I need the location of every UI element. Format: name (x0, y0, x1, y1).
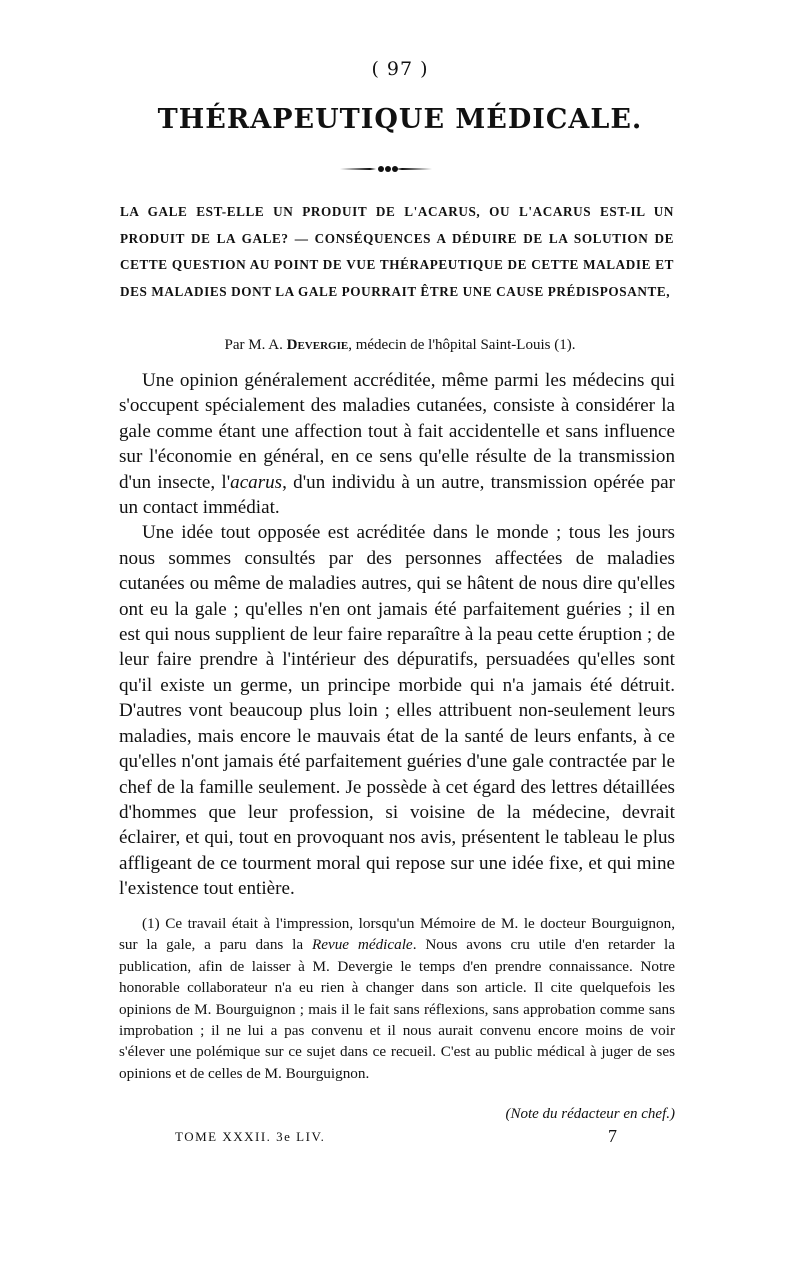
byline-author: Devergie (286, 337, 349, 353)
ornament-divider-icon (340, 165, 432, 173)
paragraph-1 (119, 368, 675, 520)
article-body (119, 368, 675, 902)
byline (0, 337, 800, 354)
paragraph-1-italic: acarus (230, 471, 283, 493)
paragraph-1-text-a: Une opinion généralement accréditée, même parmi les médecins qui s'occupent spécialement des maladies cutanées, consiste à considérer la gale comme étant une affection tout à fait accidentelle et sans influence sur l'économie en général, en ce sens qu'elle résulte de la transmission d'un insecte, l' (119, 370, 675, 493)
footnote-italic: Revue médicale (311, 936, 413, 954)
footnote-signature: (Note du rédacteur en chef.) (505, 1106, 675, 1122)
footnote-text-b: . Nous avons cru utile d'en retarder la publication, afin de laisser à M. Devergie le temps d'en prendre connaissance. Notre honorable collaborateur n'a eu rien à changer dans son article. Il cite quelquefois les opinions de M. Bourguignon ; mais il le fait sans réflexions, sans approbation comme sans improbation ; il ne lui a pas convenu et il nous aurait convenu encore moins de voir s'élever une polémique sur ce sujet dans ce recueil. C'est au public médical à juger de ses opinions et de celles de M. Bourguignon. (119, 936, 675, 1082)
byline-suffix: , médecin de l'hôpital Saint-Louis (1). (348, 337, 576, 353)
footnote-text-a: (1) Ce travail était à l'impression, lorsqu'un Mémoire de M. le docteur Bourguignon, sur la gale, a paru dans la (119, 915, 675, 954)
page-number: ( 97 ) (371, 58, 429, 80)
section-title: THÉRAPEUTIQUE MÉDICALE. (157, 104, 643, 135)
signature-mark: TOME XXXII. 3e LIV. (175, 1129, 326, 1144)
footnote (119, 913, 675, 1084)
byline-prefix: Par M. A. (224, 337, 283, 353)
paragraph-2: Une idée tout opposée est acréditée dans le monde ; tous les jours nous sommes consultés par des personnes affectées de maladies cutanées ou même de maladies autres, qui se hâtent de nous dire qu'elles ont eu la gale ; qu'elles n'en ont jamais été parfaitement guéries ; il en est qui nous supplient de leur faire reparaître à la peau cette éruption ; de leur faire prendre à l'intérieur des dépuratifs, persuadées qu'elles sont qu'il existe un germe, un principe morbide qui n'a jamais été détruit. D'autres vont beaucoup plus loin ; elles attribuent non-seulement leurs maladies, mais encore le mauvais état de la santé de leurs enfants, à ce qu'elles n'ont jamais été parfaitement guéries d'une gale contractée par le chef de la famille seulement. Je possède à cet égard des lettres détaillées d'hommes que leur profession, si voisine de la médecine, devrait éclairer, et qui, tout en provoquant nos avis, présentent le tableau le plus affligeant de ce tourment moral qui repose sur une idée fixe, et qui mine l'existence tout entière. (119, 522, 675, 900)
paragraph-1-text-b: , d'un individu à un autre, transmission opérée par un contact immédiat. (119, 471, 675, 519)
sheet-number: 7 (608, 1126, 617, 1146)
article-title: LA GALE EST-ELLE UN PRODUIT DE L'ACARUS, OU L'ACARUS EST-IL UN PRODUIT DE LA GALE? — CONSÉQUENCES A DÉDUIRE DE LA SOLUTION DE CETTE QUESTION AU POINT DE VUE THÉRAPEUTIQUE DE CETTE MALADIE ET DES MALADIES DONT LA GALE POURRAIT ÊTRE UNE CAUSE PRÉDISPOSANTE, (120, 204, 674, 299)
